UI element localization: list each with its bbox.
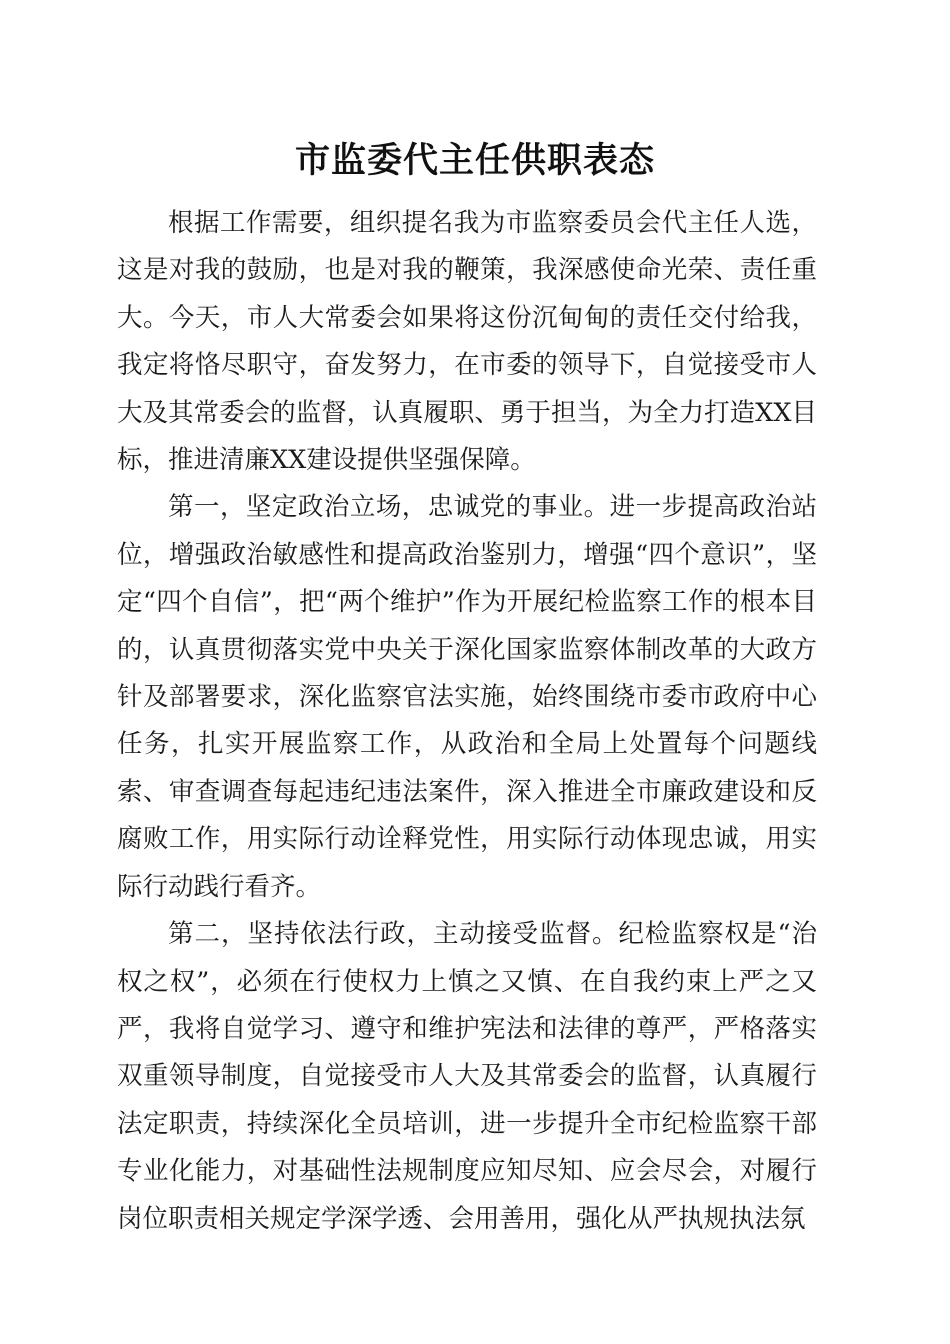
paragraph-first-point: 第一，坚定政治立场，忠诚党的事业。进一步提高政治站位，增强政治敏感性和提高政治鉴别力，增强“四个意识”，坚定“四个自信”，把“两个维护”作为开展纪检监察工作的根本目的，认真贯彻落实党中央关于深化国家监察体制改革的大政方针及部署要求，深化监察官法实施，始终围绕市委市政府中心任务，扎实开展监察工作，从政治和全局上处置每个问题线索、审查调查每起违纪违法案件，深入推进全市廉政建设和反腐败工作，用实际行动诠释党性，用实际行动体现忠诚，用实际行动践行看齐。 bbox=[117, 492, 817, 902]
paragraph-second-point: 第二，坚持依法行政，主动接受监督。纪检监察权是“治权之权”，必须在行使权力上慎之又慎、在自我约束上严之又严，我将自觉学习、遵守和维护宪法和法律的尊严，严格落实双重领导制度，自觉接受市人大及其常委会的监督，认真履行法定职责，持续深化全员培训，进一步提升全市纪检监察干部专业化能力，对基础性法规制度应知尽知、应会尽会，对履行岗位职责相关规定学深学透、会用善用，强化从严执规执法氛 bbox=[117, 919, 817, 1234]
paragraph-intro: 根据工作需要，组织提名我为市监察委员会代主任人选，这是对我的鼓励，也是对我的鞭策，我深感使命光荣、责任重大。今天，市人大常委会如果将这份沉甸甸的责任交付给我，我定将恪尽职守，奋发努力，在市委的领导下，自觉接受市人大及其常委会的监督，认真履职、勇于担当，为全力打造XX目标，推进清廉XX建设提供坚强保障。 bbox=[117, 208, 817, 476]
document-title: 市监委代主任供职表态 bbox=[294, 140, 655, 181]
document-body bbox=[117, 200, 817, 1243]
